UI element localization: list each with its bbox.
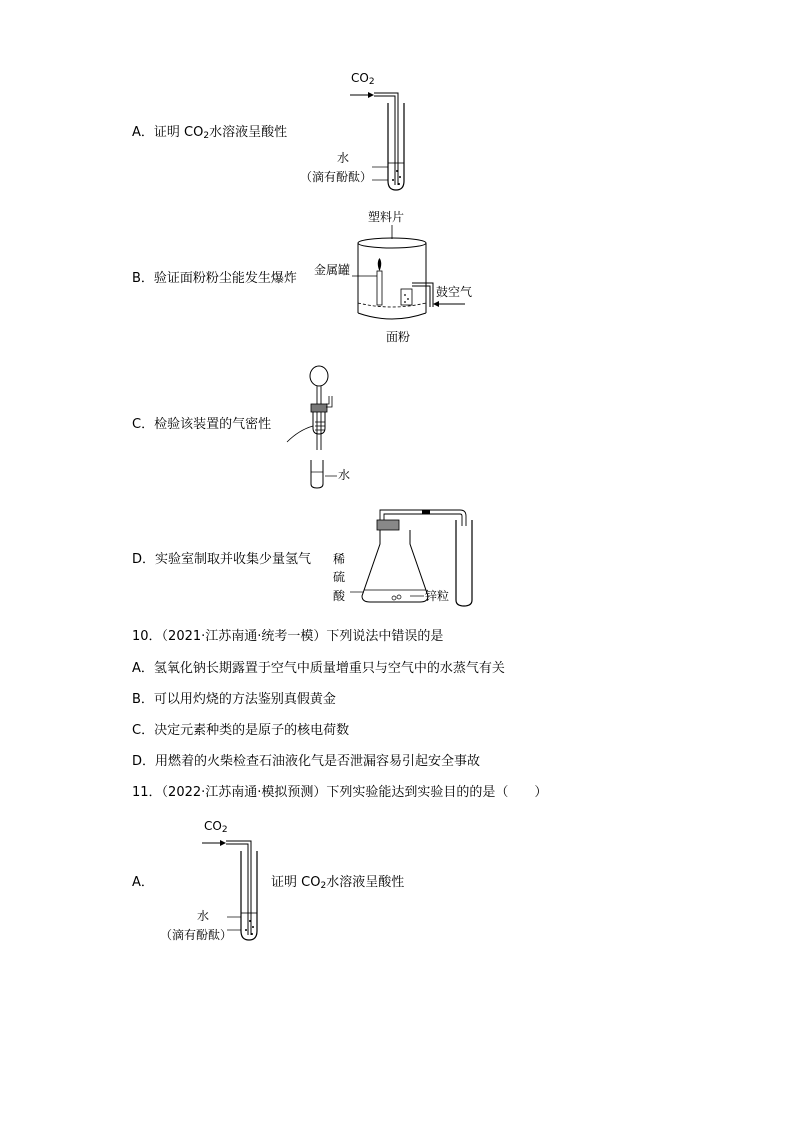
option-text: 验证面粉粉尘能发生爆炸 <box>153 271 297 286</box>
q11-stem: 11．（2022·江苏南通·模拟预测）下列实验能达到实验目的的是（ ） <box>132 785 548 800</box>
q10-option-a: A．氢氧化钠长期露置于空气中质量增重只与空气中的水蒸气有关 <box>132 661 505 676</box>
hydrogen-setup-figure <box>350 508 485 608</box>
co2-label: $CO_2$ <box>351 71 375 87</box>
co2-test-tube-figure <box>340 85 420 195</box>
option-letter: D． <box>132 552 156 567</box>
q9-option-b <box>132 271 297 287</box>
q10-option-b: B．可以用灼烧的方法鉴别真假黄金 <box>132 692 336 707</box>
can-label: 金属罐 <box>314 263 351 277</box>
flour-can-figure <box>355 225 485 330</box>
option-letter: A． <box>132 125 154 140</box>
water-label: 水 <box>197 909 210 923</box>
q9-option-c <box>132 417 271 433</box>
q11-option-a-letter: A． <box>132 875 154 890</box>
co2-test-tube-figure <box>195 833 275 945</box>
acid-label-1: 稀 <box>333 552 346 566</box>
acid-label-3: 酸 <box>333 589 346 603</box>
q10-option-d: D．用燃着的火柴检查石油液化气是否泄漏容易引起安全事故 <box>132 754 481 769</box>
option-text: 实验室制取并收集少量氢气 <box>155 552 312 567</box>
airtightness-figure <box>285 360 345 490</box>
option-letter: C． <box>132 417 155 432</box>
indicator-label: （滴有酚酞） <box>300 170 373 184</box>
option-text-sub: 2 <box>203 131 210 141</box>
water-label: 水 <box>337 151 350 165</box>
acid-label-2: 硫 <box>333 570 346 584</box>
co2-label: $CO_2$ <box>204 819 228 835</box>
water-label: 水 <box>338 468 351 482</box>
option-text-pre: 证明 CO <box>153 125 204 140</box>
indicator-label: （滴有酚酞） <box>160 928 233 942</box>
q11-option-a-text: 证明 $CO_2$水溶液呈酸性 <box>271 875 405 891</box>
air-label: 鼓空气 <box>436 285 473 299</box>
zinc-label: 锌粒 <box>425 589 450 603</box>
option-text: 检验该装置的气密性 <box>154 417 272 432</box>
q9-option-d <box>132 552 311 568</box>
q9-option-a <box>132 125 287 141</box>
q10-option-c: C．决定元素种类的是原子的核电荷数 <box>132 723 350 738</box>
q10-stem: 10．（2021·江苏南通·统考一模）下列说法中错误的是 <box>132 629 444 644</box>
option-text-post: 水溶液呈酸性 <box>209 125 288 140</box>
flour-label: 面粉 <box>386 330 411 344</box>
cover-label: 塑料片 <box>368 210 405 224</box>
option-letter: B． <box>132 271 154 286</box>
